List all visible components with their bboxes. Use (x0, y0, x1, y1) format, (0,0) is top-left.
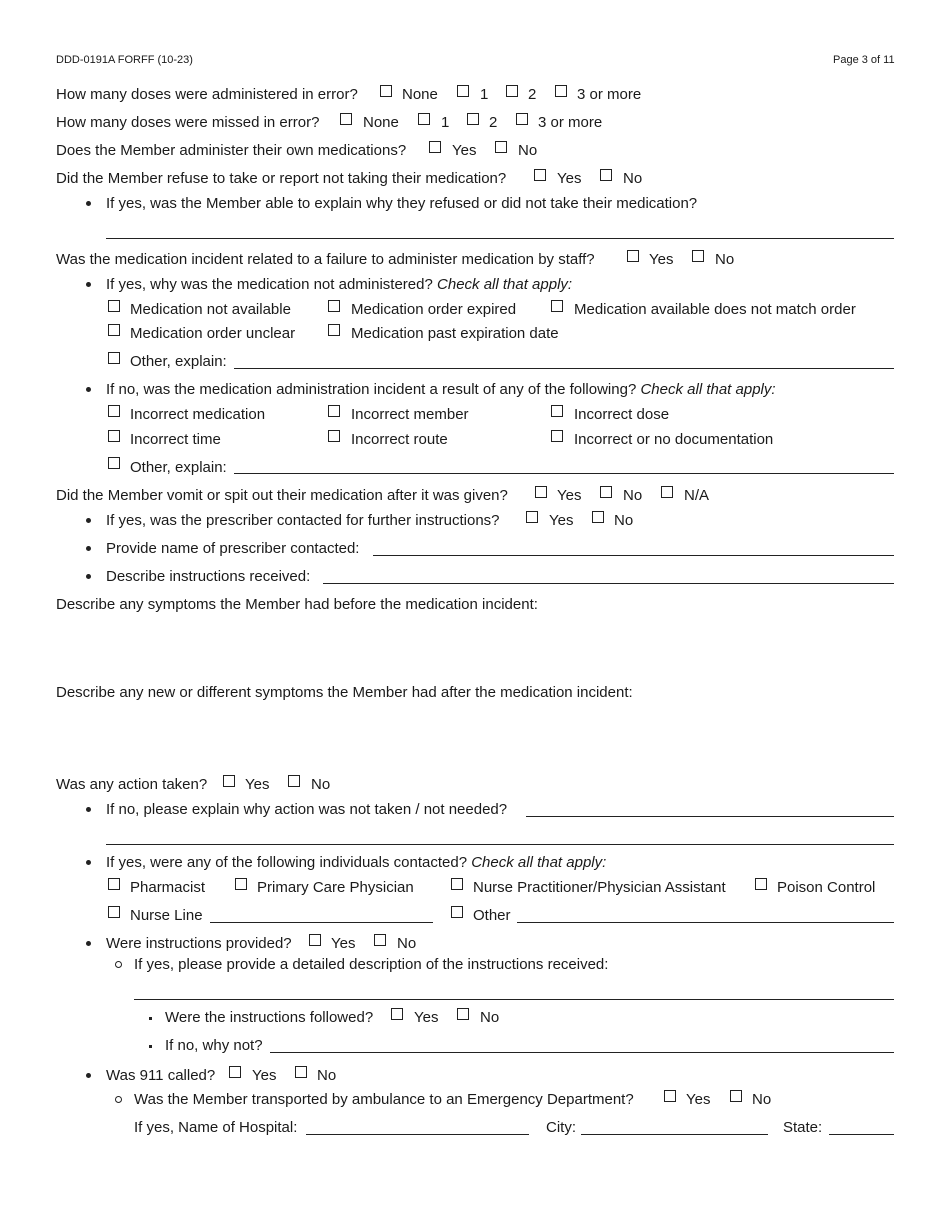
label-refuse-no: No (623, 170, 643, 187)
label-vomit-na: N/A (684, 487, 710, 504)
checkbox-followed-no[interactable] (457, 1008, 469, 1020)
city-line[interactable] (581, 1134, 768, 1135)
label-error-1: 1 (480, 86, 489, 103)
checkbox-incorrect-time[interactable] (108, 430, 120, 442)
check-all-note: Check all that apply: (640, 381, 776, 398)
label-vomit-yes: Yes (557, 487, 582, 504)
label-action-no: No (311, 776, 331, 793)
bullet (86, 518, 91, 523)
label-prescriber-yes: Yes (549, 512, 574, 529)
q-refuse-explain: If yes, was the Member able to explain why they refused or did not take their medication? (106, 195, 698, 212)
check-all-note: Check all that apply: (471, 854, 607, 871)
bullet (86, 574, 91, 579)
label-instructions-yes: Yes (331, 935, 356, 952)
sub-sub-bullet (149, 1017, 152, 1020)
label-instructions-received: Describe instructions received: (106, 568, 311, 585)
q-vomit: Did the Member vomit or spit out their medication after it was given? (56, 487, 508, 504)
q-failure: Was the medication incident related to a failure to administer medication by staff? (56, 251, 595, 268)
page-number: Page 3 of 11 (833, 54, 895, 66)
checkbox-med-order-expired[interactable] (328, 300, 340, 312)
label-prescriber-no: No (614, 512, 634, 529)
checkbox-instructions-yes[interactable] (309, 934, 321, 946)
state-line[interactable] (829, 1134, 894, 1135)
hospital-name-line[interactable] (306, 1134, 529, 1135)
label-med-not-match: Medication available does not match order (574, 301, 856, 318)
label-incident-other: Other, explain: (130, 459, 227, 476)
checkbox-own-no[interactable] (495, 141, 507, 153)
failure-other-line[interactable] (234, 368, 894, 369)
label-missed-1: 1 (441, 114, 450, 131)
check-all-note: Check all that apply: (437, 276, 573, 293)
checkbox-instructions-no[interactable] (374, 934, 386, 946)
sub-bullet (115, 1096, 122, 1103)
checkbox-missed-1[interactable] (418, 113, 430, 125)
checkbox-pcp[interactable] (235, 878, 247, 890)
label-instructions-no: No (397, 935, 417, 952)
checkbox-prescriber-yes[interactable] (526, 511, 538, 523)
checkbox-failure-yes[interactable] (627, 250, 639, 262)
label-911-no: No (317, 1067, 337, 1084)
q-doses-error: How many doses were administered in error? (56, 86, 358, 103)
checkbox-np-pa[interactable] (451, 878, 463, 890)
label-med-not-available: Medication not available (130, 301, 291, 318)
action-not-taken-line-1[interactable] (526, 816, 894, 817)
label-incorrect-medication: Incorrect medication (130, 406, 266, 423)
q-instructions-followed: Were the instructions followed? (165, 1009, 374, 1026)
checkbox-911-yes[interactable] (229, 1066, 241, 1078)
label-nurse-line: Nurse Line (130, 907, 203, 924)
bullet (86, 941, 91, 946)
label-hospital-name: If yes, Name of Hospital: (134, 1119, 298, 1136)
checkbox-missed-none[interactable] (340, 113, 352, 125)
bullet (86, 387, 91, 392)
checkbox-incorrect-route[interactable] (328, 430, 340, 442)
q-failure-if-no (106, 381, 776, 399)
label-ambulance-yes: Yes (686, 1091, 711, 1108)
label-incorrect-doc: Incorrect or no documentation (574, 431, 774, 448)
label-state: State: (783, 1119, 823, 1136)
label-action-yes: Yes (245, 776, 270, 793)
label-own-yes: Yes (452, 142, 477, 159)
checkbox-incorrect-member[interactable] (328, 405, 340, 417)
label-med-past-exp: Medication past expiration date (351, 325, 559, 342)
checkbox-med-not-match[interactable] (551, 300, 563, 312)
checkbox-med-past-exp[interactable] (328, 324, 340, 336)
checkbox-error-1[interactable] (457, 85, 469, 97)
q-refuse: Did the Member refuse to take or report not taking their medication? (56, 170, 507, 187)
q-why-not: If no, why not? (165, 1037, 263, 1054)
q-911-called: Was 911 called? (106, 1067, 216, 1084)
label-ambulance-no: No (752, 1091, 772, 1108)
refuse-explain-line[interactable] (106, 238, 894, 239)
checkbox-other-contact[interactable] (451, 906, 463, 918)
label-poison-control: Poison Control (777, 879, 876, 896)
bullet (86, 201, 91, 206)
q-failure-why (106, 276, 572, 294)
checkbox-refuse-yes[interactable] (534, 169, 546, 181)
incident-other-line[interactable] (234, 473, 894, 474)
q-ambulance: Was the Member transported by ambulance to an Emergency Department? (134, 1091, 634, 1108)
q-failure-why-text: If yes, why was the medication not administered? (106, 276, 433, 293)
checkbox-followed-yes[interactable] (391, 1008, 403, 1020)
label-error-none: None (402, 86, 438, 103)
instructions-received-line[interactable] (323, 583, 894, 584)
q-failure-if-no-text: If no, was the medication administration incident a result of any of the following? (106, 381, 637, 398)
checkbox-action-yes[interactable] (223, 775, 235, 787)
checkbox-missed-2[interactable] (467, 113, 479, 125)
checkbox-prescriber-no[interactable] (592, 511, 604, 523)
label-vomit-no: No (623, 487, 643, 504)
checkbox-med-not-available[interactable] (108, 300, 120, 312)
q-action-not-taken: If no, please explain why action was not taken / not needed? (106, 801, 508, 818)
checkbox-error-3-or-more[interactable] (555, 85, 567, 97)
sub-sub-bullet (149, 1045, 152, 1048)
prescriber-name-line[interactable] (373, 555, 894, 556)
checkbox-error-2[interactable] (506, 85, 518, 97)
why-not-line[interactable] (270, 1052, 894, 1053)
label-med-order-expired: Medication order expired (351, 301, 517, 318)
label-city: City: (546, 1119, 576, 1136)
q-individuals-contacted (106, 854, 606, 872)
label-symptoms-after: Describe any new or different symptoms the Member had after the medication incident: (56, 684, 633, 701)
label-followed-no: No (480, 1009, 500, 1026)
checkbox-incident-other[interactable] (108, 457, 120, 469)
checkbox-911-no[interactable] (295, 1066, 307, 1078)
q-instructions-provided: Were instructions provided? (106, 935, 292, 952)
checkbox-ambulance-no[interactable] (730, 1090, 742, 1102)
checkbox-poison-control[interactable] (755, 878, 767, 890)
label-refuse-yes: Yes (557, 170, 582, 187)
action-not-taken-line-2[interactable] (106, 844, 894, 845)
checkbox-refuse-no[interactable] (600, 169, 612, 181)
checkbox-failure-other[interactable] (108, 352, 120, 364)
label-followed-yes: Yes (414, 1009, 439, 1026)
instructions-description-line[interactable] (134, 999, 894, 1000)
bullet (86, 282, 91, 287)
bullet (86, 860, 91, 865)
label-own-no: No (518, 142, 538, 159)
label-pcp: Primary Care Physician (257, 879, 414, 896)
checkbox-pharmacist[interactable] (108, 878, 120, 890)
label-missed-none: None (363, 114, 399, 131)
q-own-meds: Does the Member administer their own medications? (56, 142, 407, 159)
checkbox-vomit-na[interactable] (661, 486, 673, 498)
checkbox-failure-no[interactable] (692, 250, 704, 262)
checkbox-nurse-line[interactable] (108, 906, 120, 918)
checkbox-ambulance-yes[interactable] (664, 1090, 676, 1102)
checkbox-incorrect-medication[interactable] (108, 405, 120, 417)
nurse-line-input[interactable] (210, 922, 433, 923)
checkbox-med-order-unclear[interactable] (108, 324, 120, 336)
checkbox-vomit-yes[interactable] (535, 486, 547, 498)
bullet (86, 807, 91, 812)
checkbox-incorrect-dose[interactable] (551, 405, 563, 417)
label-incorrect-member: Incorrect member (351, 406, 469, 423)
label-incorrect-time: Incorrect time (130, 431, 221, 448)
label-911-yes: Yes (252, 1067, 277, 1084)
form-id: DDD-0191A FORFF (10-23) (56, 54, 193, 66)
label-prescriber-name: Provide name of prescriber contacted: (106, 540, 360, 557)
label-missed-2: 2 (489, 114, 498, 131)
bullet (86, 1073, 91, 1078)
q-action-taken: Was any action taken? (56, 776, 208, 793)
checkbox-action-no[interactable] (288, 775, 300, 787)
label-incorrect-dose: Incorrect dose (574, 406, 670, 423)
q-prescriber-contacted: If yes, was the prescriber contacted for further instructions? (106, 512, 500, 529)
q-doses-missed: How many doses were missed in error? (56, 114, 320, 131)
label-error-2: 2 (528, 86, 537, 103)
label-incorrect-route: Incorrect route (351, 431, 448, 448)
checkbox-error-none[interactable] (380, 85, 392, 97)
checkbox-missed-3-or-more[interactable] (516, 113, 528, 125)
label-other-contact: Other (473, 907, 511, 924)
label-failure-other: Other, explain: (130, 353, 227, 370)
checkbox-incorrect-doc[interactable] (551, 430, 563, 442)
label-failure-yes: Yes (649, 251, 674, 268)
other-contact-line[interactable] (517, 922, 894, 923)
q-instructions-description: If yes, please provide a detailed description of the instructions received: (134, 956, 609, 973)
label-error-3-or-more: 3 or more (577, 86, 642, 103)
label-med-order-unclear: Medication order unclear (130, 325, 296, 342)
sub-bullet (115, 961, 122, 968)
checkbox-vomit-no[interactable] (600, 486, 612, 498)
bullet (86, 546, 91, 551)
q-individuals-contacted-text: If yes, were any of the following individuals contacted? (106, 854, 468, 871)
label-failure-no: No (715, 251, 735, 268)
checkbox-own-yes[interactable] (429, 141, 441, 153)
label-pharmacist: Pharmacist (130, 879, 206, 896)
label-missed-3-or-more: 3 or more (538, 114, 603, 131)
label-np-pa: Nurse Practitioner/Physician Assistant (473, 879, 726, 896)
label-symptoms-before: Describe any symptoms the Member had before the medication incident: (56, 596, 538, 613)
